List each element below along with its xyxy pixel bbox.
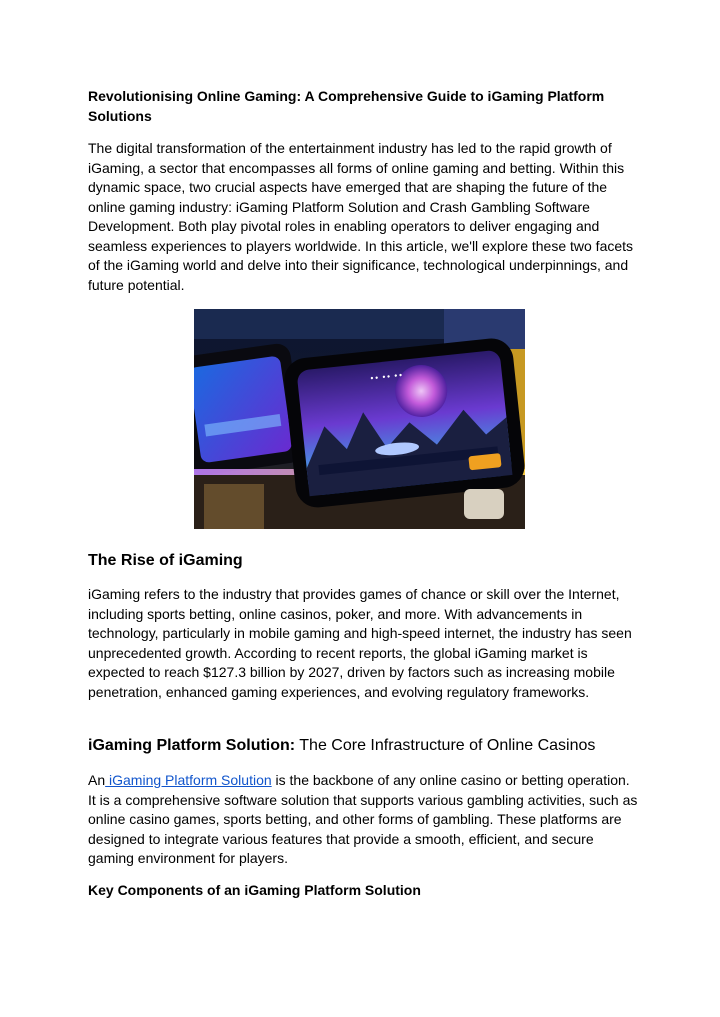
rise-paragraph: iGaming refers to the industry that provides games of chance or skill over the Internet, including sports betting, online casinos, poker, and more. With advancements in technology, particularly in mobile gaming and high-speed internet, the industry has seen unprecedented growth. According to recent reports, the global iGaming market is expected to reach $127.3 billion by 2027, driven by factors such as increasing mobile penetration, enhanced gaming experiences, and evolving regulatory frameworks. [88, 586, 632, 700]
platform-para-rest: is the backbone of any online casino or betting operation. It is a comprehensive software solution that supports various gambling activities, such as online casino games, sports betting, and other forms of gambling. These platforms are designed to integrate various features that provide a smooth, efficient, and secure gaming environment for players. [88, 772, 638, 866]
igaming-platform-solution-link[interactable]: iGaming Platform Solution [105, 772, 272, 788]
heading-platform-bold: iGaming Platform Solution: [88, 737, 296, 754]
svg-text:•• •• ••: •• •• •• [369, 370, 404, 384]
gaming-tablets-illustration [194, 309, 525, 529]
platform-paragraph [88, 771, 640, 869]
heading-platform-rest: The Core Infrastructure of Online Casinos [295, 737, 596, 754]
platform-para-prefix: An [88, 772, 106, 788]
intro-paragraph: The digital transformation of the entertainment industry has led to the rapid growth of iGaming, a sector that encompasses all forms of online gaming and betting. Within this dynamic space, two crucial aspects have emerged that are shaping the future of the online gaming industry: iGaming Platform Solution and Crash Gambling Software Development. Both play pivotal roles in enabling operators to deliver engaging and seamless experiences to players worldwide. In this article, we'll explore these two facets of the iGaming world and delve into their significance, technological underpinnings, and future potential. [88, 140, 634, 293]
hero-image-gaming-tablets [194, 309, 525, 529]
heading-platform-solution [88, 737, 595, 755]
subheading-key-components: Key Components of an iGaming Platform Solution [88, 882, 421, 898]
heading-rise-of-igaming: The Rise of iGaming [88, 552, 243, 569]
document-title: Revolutionising Online Gaming: A Comprehensive Guide to iGaming Platform Solutions [88, 88, 605, 124]
